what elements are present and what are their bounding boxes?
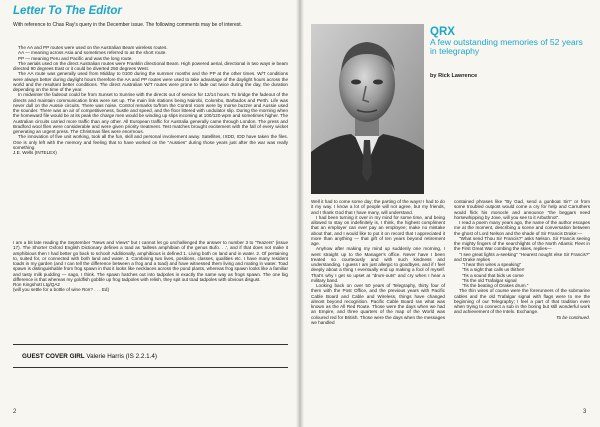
author-photo	[311, 24, 424, 194]
signature: J.E. Wells (INTELEX)	[13, 150, 57, 155]
article-column-1	[311, 199, 445, 325]
paragraph: AA — meaning across Asia and sometimes referred to as the short route.	[18, 50, 167, 56]
paragraph: The AA route was generally used from Midday to 0100 during the summer months and the PP at the other times. W/T conditions were always better during daylight hours therefore the AA and PP routes were used to take advantage of the daylight hours across the world and the resultant better conditions. The direct Australian W/T routes were prone to fade out twice during the day, the duration depending on the time of the year.	[13, 71, 288, 92]
paragraph: The aerials used on the direct Australian routes were Franklin directional Beam. High powered aerial, directional in two ways ie beam directed 90 degrees East or it could be diverted 250 degrees West.	[13, 60, 288, 71]
paragraph: "I see great lights a-seeking" "Hearest nought else Sir Francis?" and Drake replies	[454, 251, 590, 262]
article-byline: by Rick Lawrence	[430, 73, 478, 79]
page-number-left: 2	[13, 409, 17, 415]
paragraph: The thin wires of course were the forerunners of the submarine cables and the old Trafalgar signal with flags were to me the beginning of our Telegraphy; I feel a part of that tradition even when trying to connect a sub in the boring but still wonderful work and achievement of the Intelx. Exchange.	[454, 288, 590, 315]
poem-line: 'Tis a sound that bids us come	[462, 272, 524, 278]
letter-body-2	[13, 240, 288, 293]
letter-title: Letter To The Editor	[13, 5, 122, 17]
paragraph: I had been turning it over in my mind for some time, and being allowed to stay on indefinitely is, I think, the highest compliment that an employer can ever pay an employee; make no mistake about that, and I would like to put it on record that I appreciated it more than anything — that gift of ten years beyond retirement age.	[311, 214, 445, 246]
article-column-2	[454, 199, 590, 320]
letter-body-1	[13, 40, 288, 155]
letter-intro	[13, 22, 288, 28]
intro-paragraph: With reference to Chas Ray's query in the December issue. The following comments may be of interest.	[13, 22, 243, 28]
poem-line: 'Tis a sight that calls us thither!	[462, 267, 525, 273]
cover-caption	[22, 353, 157, 360]
poem-line: 'Tis the beating of Drakes drum."	[462, 283, 529, 288]
paragraph: I read a poem many years ago, the name of the author escapes me at the moment, describing a scene and conversation between the ghost of Lord Nelson and the shade of Sir Francis Drake:—	[454, 220, 590, 236]
article-title: QRX	[430, 26, 455, 38]
poem-line: "I hear thin wires a speaking"	[462, 262, 522, 267]
paragraph: Looking back on over 50 years of Telegraphy, thirty four of them with the Post Office, and the previous years with Pacific Cable Board and Cable and Wireless, things have changed almost beyond recognition. Pacific Cable Board ran what was known as the All Red Route. Those were the days when we had an Empire, and three quarters of the map of the World was coloured red for British. Those were the days when the messages we handled	[311, 283, 445, 325]
paragraph: Well it had to come some day; the parting of the ways! I had to do it my way. I know a lot of people will not agree, but my friends, and I thank God that I have many, will understand.	[311, 199, 445, 215]
page-number-right: 3	[583, 409, 587, 415]
paragraph: contained phrases like "By Gad, send a gunboat Sir!" or from some troubled outpost would come a cry for help and Carruthers would flick his monocle and announce "the beggars need horsewhipping by Jove, will you see to it Arbuthnot".	[454, 199, 590, 220]
cover-name: Valerie Harris (IS 2.2.1.4)	[86, 353, 157, 360]
spine-gutter	[296, 0, 304, 427]
portrait-image	[311, 24, 424, 194]
paragraph: In midwinter the fadeout could be from Sunset to Sunrise with the directs out of service for 12/14 hours. To bridge the fadeout of the directs and maintain communication links were set up. The main link stations being Nairobi, Colombo, Barbados and Perth. Life was never dull on the Aussie circuits. There was noise. Control remarks to/from the Control room were by morse buzzer and Aussie used the sounder. There was an air of competitiveness, bustle and speed, and the floor littered with undulator slip. During the morning when the homeward file would be at its peak the charge men would be winding up slips incoming at 100/120 wpm and sometimes higher. The Australian circuits carried more traffic than any other. All European traffic for Australia generally came through London. The press and Bradford wool files were considerable and were given priority treatment. Test matches brought excitement with the fall of every wicket generating an urgent press. The Christmas files were enormous.	[13, 92, 288, 134]
paragraph: "What send Thou Sir Francis?" asks Nelson. Sir Francis seeing the mighty fingers of the searchlights of the North Atlantic Fleet in the First Great War combing the skies, replies—	[454, 235, 590, 252]
paragraph: The AA and PP routes were used on the Australian Beam wireless routes.	[18, 45, 168, 50]
cover-label: GUEST COVER GIRL	[22, 353, 85, 360]
paragraph: The innovation of five unit working, took all the fun, skill and personal involvement away. Satellites, IXDD, IDD have taken the files. One is only left with the memory and feeling that to have worked on the "Aussies" during those years just after the war was really something.	[13, 134, 288, 150]
divider-top	[13, 344, 288, 345]
paragraph: Anyhow after making my mind up suddenly one morning, I went straight up to the Manager's office. Never have I been treated so courteously and with such kindness and understanding. I guess I am just allergic to goodbyes, and if I feel deeply about a thing I eventually end up making a fool of myself. That's why I get so upset at "drum-outs" and cry when I hear a military band.	[311, 246, 445, 283]
editor-note: (will you settle for a bottle of wine Ron? . . . Ed)	[13, 287, 110, 293]
poem-line: 'Tis the old Trafalgar signal	[462, 277, 517, 283]
divider-bottom	[13, 367, 288, 368]
continued-note: To be continued.	[556, 314, 590, 320]
signature: Ron Kingshott Ltg/QA2	[13, 282, 60, 287]
article-subtitle: A few outstanding memories of 52 years in telegraphy	[430, 37, 583, 57]
paragraph: PP — meaning Peru and Pacific and was the long route.	[18, 55, 133, 61]
left-page	[0, 0, 299, 427]
paragraph: I am a bit late reading the September "News and Views" but I cannot let go unchallenged the answer to number 3 to "Teazers" (issue 17). The Shorter Oxford English Dictionary defines a toad as 'tailless amphibian of the genus Bufo. . .', and if that does not make it amphibious then I had better go back to school! Additionally, amphibious is defined 1. Living both on land and in water. 2. Of pertaining to, suited for, or connected with both land and water. 3. Combining two lives, positions, classes, qualities etc. I have many resident toads in my garden (and I can tell the difference between a frog and a toad) and have witnessed them living and mating in water. Toad spawn is distinguishable from frog spawn in that it looks like necklaces across the pond plants, whereas frog spawn looks like a familiar and tasty milk pudding — sago, I think. The spawn hatches out into tadpoles in exactly the same way as frogs spawn. The one big difference is that whereas my goldfish gobble up frog tadpoles with relish, they spit out toad tadpoles with obvious disgust.	[13, 240, 288, 282]
